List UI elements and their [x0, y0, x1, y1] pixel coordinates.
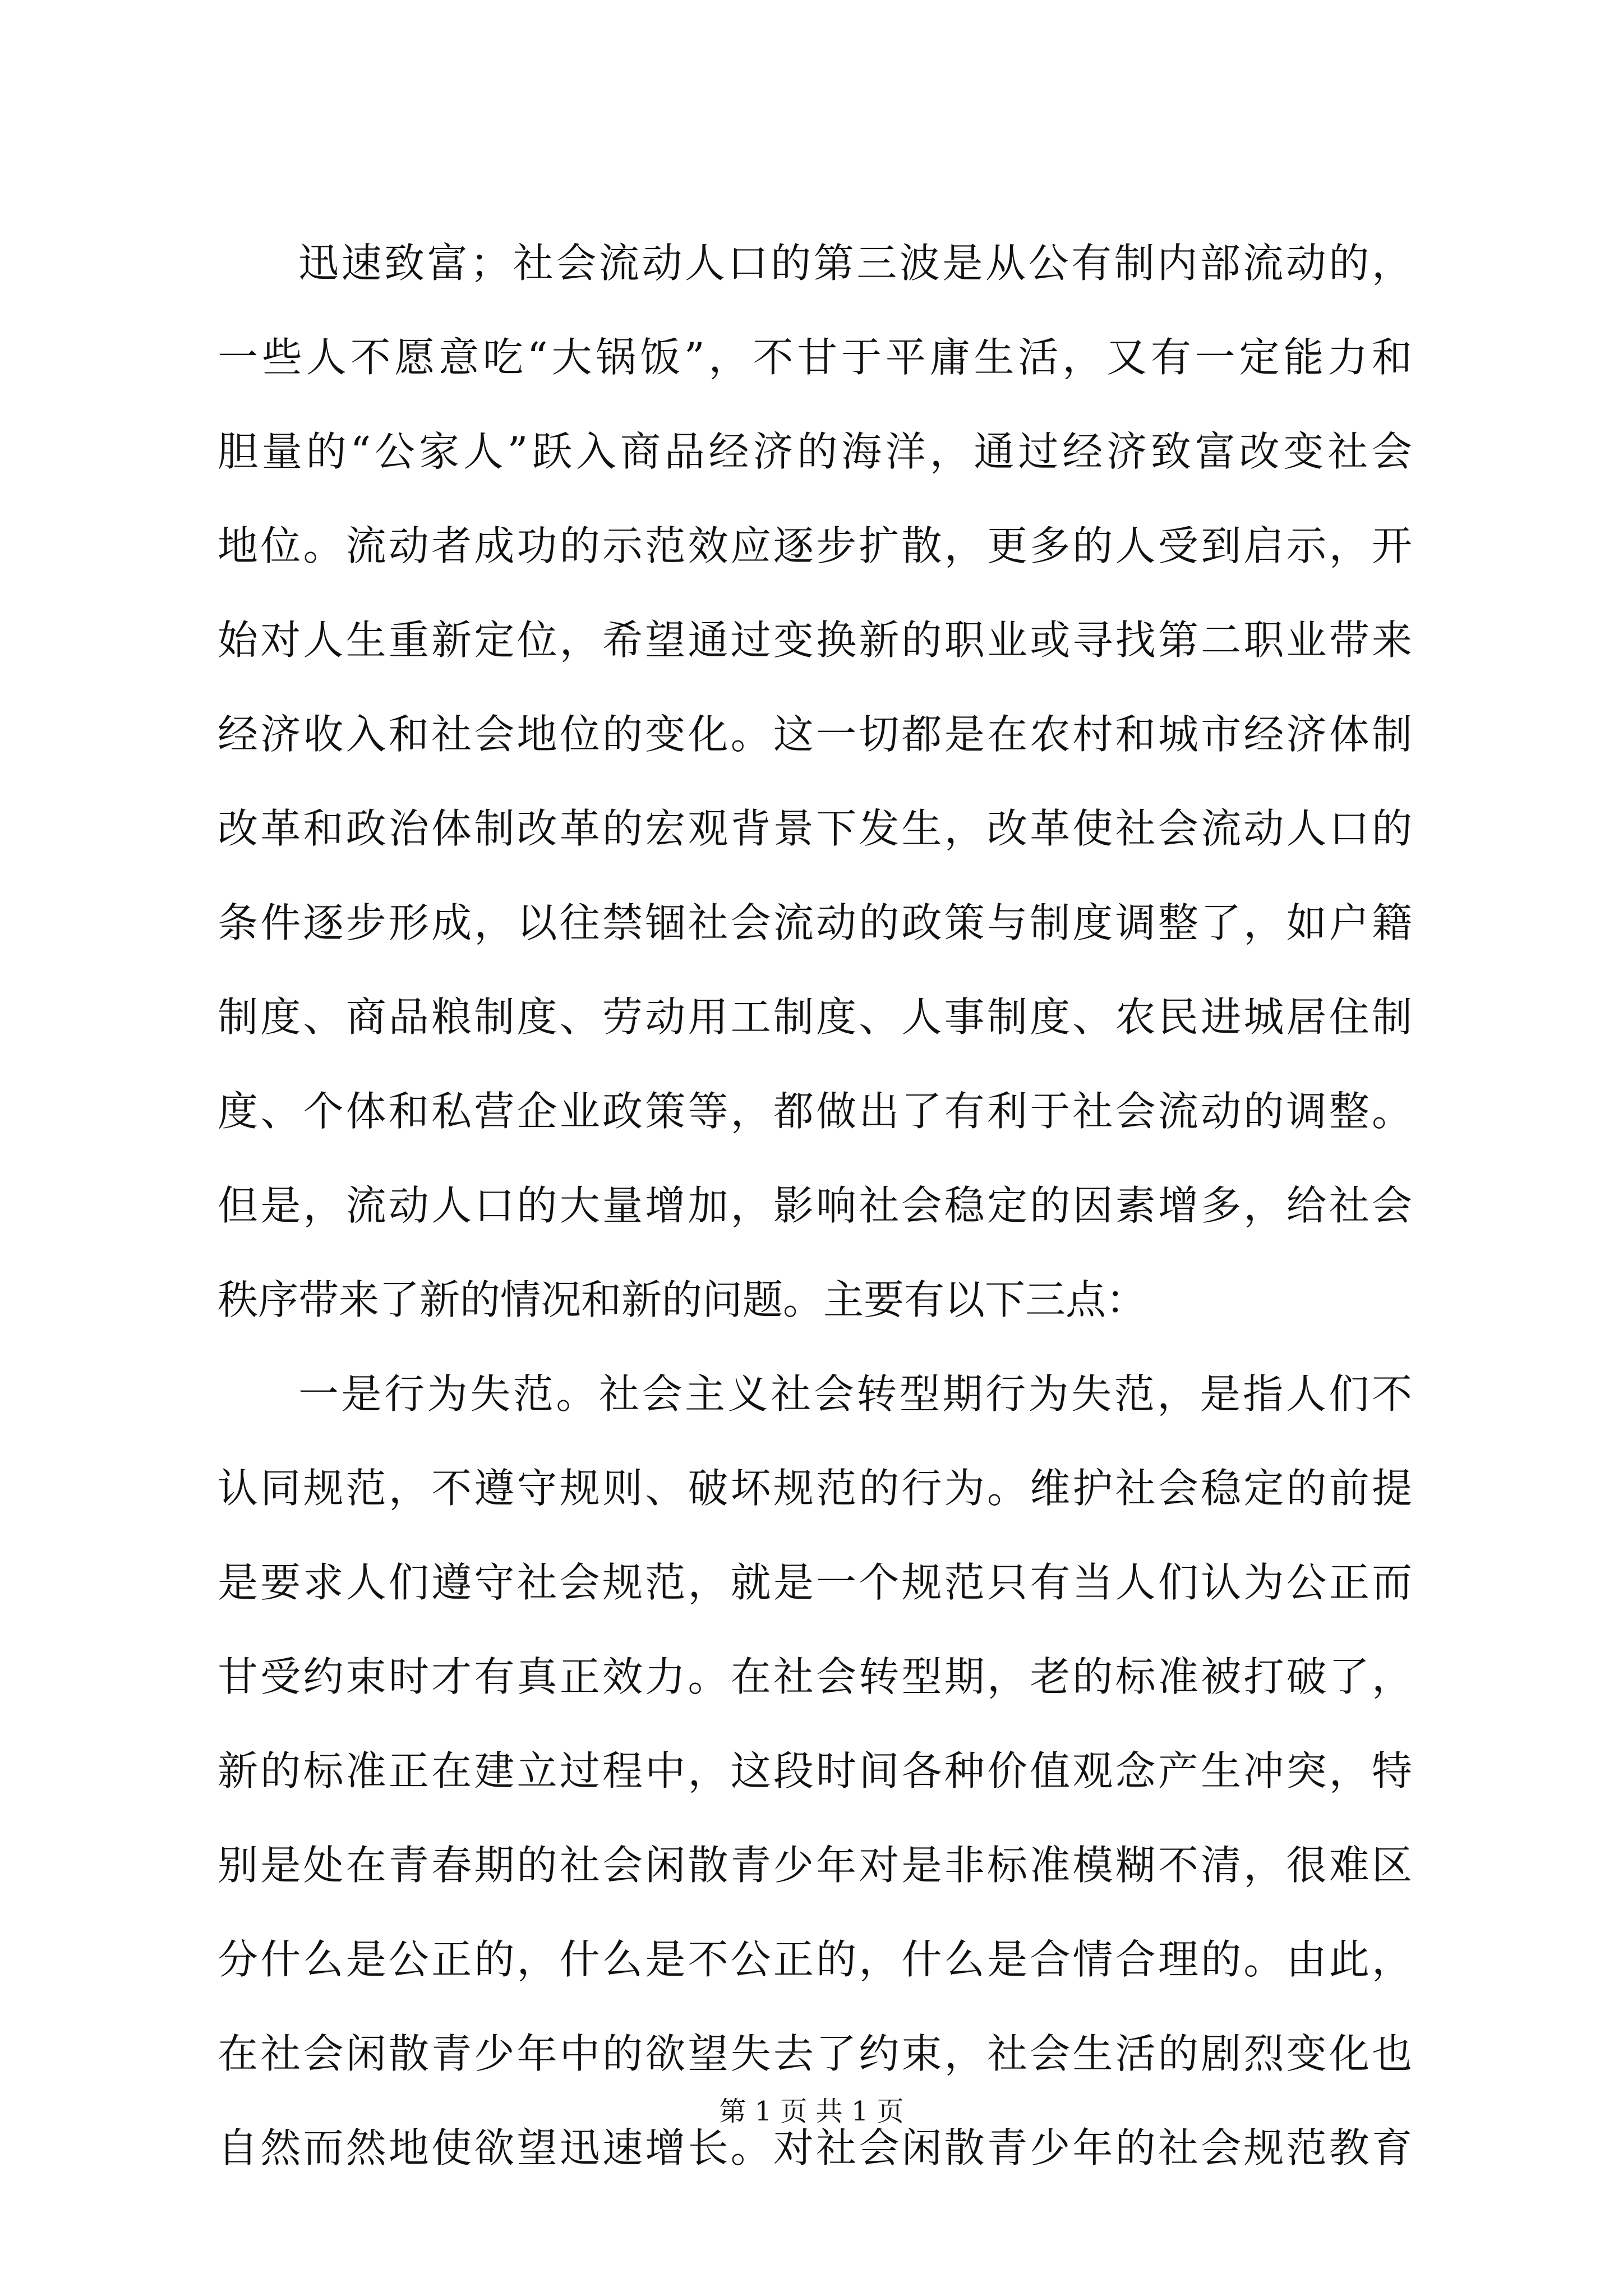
text-line: 迅速致富；社会流动人口的第三波是从公有制内部流动的， [298, 240, 1412, 287]
text-line: 在社会闲散青少年中的欲望失去了约束，社会生活的剧烈变化也 [218, 2030, 1412, 2077]
text-line: 是要求人们遵守社会规范，就是一个规范只有当人们认为公正而 [218, 1559, 1412, 1606]
text-line: 改革和政治体制改革的宏观背景下发生，改革使社会流动人口的 [218, 805, 1412, 852]
text-line: 一些人不愿意吃“大锅饭”，不甘于平庸生活，又有一定能力和 [218, 334, 1412, 381]
text-line: 一是行为失范。社会主义社会转型期行为失范，是指人们不 [298, 1370, 1412, 1418]
text-line: 自然而然地使欲望迅速增长。对社会闲散青少年的社会规范教育 [218, 2124, 1412, 2171]
text-line: 地位。流动者成功的示范效应逐步扩散，更多的人受到启示，开 [218, 522, 1412, 569]
text-line: 分什么是公正的，什么是不公正的，什么是合情合理的。由此， [218, 1936, 1412, 1983]
page-number-label: 第 1 页 共 1 页 [719, 2096, 904, 2127]
page-footer [0, 2090, 1623, 2128]
text-line: 条件逐步形成，以往禁锢社会流动的政策与制度调整了，如户籍 [218, 899, 1412, 946]
text-line: 经济收入和社会地位的变化。这一切都是在农村和城市经济体制 [218, 711, 1412, 758]
text-line: 秩序带来了新的情况和新的问题。主要有以下三点： [218, 1276, 1147, 1323]
text-line: 胆量的“公家人”跃入商品经济的海洋，通过经济致富改变社会 [218, 428, 1412, 475]
text-line: 别是处在青春期的社会闲散青少年对是非标准模糊不清，很难区 [218, 1842, 1412, 1889]
text-line: 始对人生重新定位，希望通过变换新的职业或寻找第二职业带来 [218, 616, 1412, 664]
text-line: 但是，流动人口的大量增加，影响社会稳定的因素增多，给社会 [218, 1182, 1412, 1229]
text-line: 认同规范，不遵守规则、破坏规范的行为。维护社会稳定的前提 [218, 1465, 1412, 1512]
text-line: 甘受约束时才有真正效力。在社会转型期，老的标准被打破了， [218, 1653, 1412, 1700]
body-text [218, 216, 1412, 2195]
text-line: 度、个体和私营企业政策等，都做出了有利于社会流动的调整。 [218, 1088, 1412, 1135]
text-line: 制度、商品粮制度、劳动用工制度、人事制度、农民进城居住制 [218, 993, 1412, 1041]
text-line: 新的标准正在建立过程中，这段时间各种价值观念产生冲突，特 [218, 1747, 1412, 1795]
